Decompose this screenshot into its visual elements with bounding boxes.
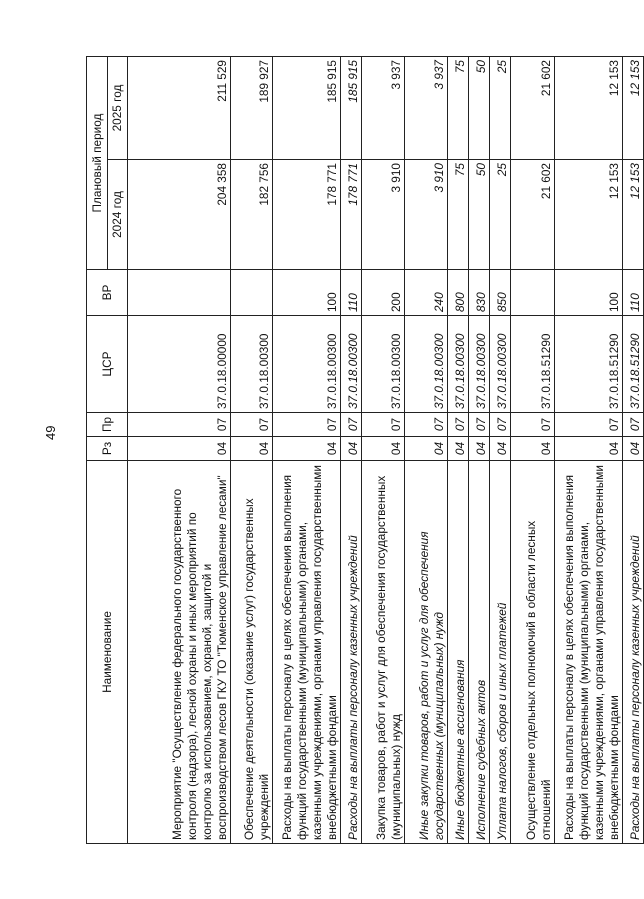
cell-vr: 110: [340, 270, 361, 316]
cell-pr: 07: [554, 413, 622, 437]
table-row: [622, 57, 643, 844]
cell-2025: 185 915: [340, 57, 361, 160]
cell-csr: 37.0.18.51290: [511, 316, 554, 413]
cell-pr: 07: [447, 413, 468, 437]
table-row: [490, 57, 511, 844]
cell-rz: 04: [554, 437, 622, 461]
cell-name: Уплата налогов, сборов и иных платежей: [490, 461, 511, 844]
cell-name: Исполнение судебных актов: [468, 461, 489, 844]
header-csr: ЦСР: [87, 316, 128, 413]
cell-name: Расходы на выплаты персоналу казенных учреждений: [622, 461, 643, 844]
cell-name: Расходы на выплаты персоналу казенных учреждений: [340, 461, 361, 844]
cell-rz: 04: [468, 437, 489, 461]
cell-2024: 3 910: [362, 160, 405, 270]
cell-csr: 37.0.18.00300: [468, 316, 489, 413]
cell-rz: 04: [128, 437, 231, 461]
cell-name: Обеспечение деятельности (оказание услуг) государственных учреждений: [230, 461, 272, 844]
table-row: [340, 57, 361, 844]
cell-pr: 07: [272, 413, 340, 437]
cell-vr: 100: [272, 270, 340, 316]
table-row: [230, 57, 272, 844]
cell-csr: 37.0.18.00300: [362, 316, 405, 413]
cell-csr: 37.0.18.00300: [340, 316, 361, 413]
cell-2025: 185 915: [272, 57, 340, 160]
cell-rz: 04: [230, 437, 272, 461]
page-number: 49: [43, 425, 58, 440]
header-pr: Пр: [87, 413, 128, 437]
cell-rz: 04: [447, 437, 468, 461]
cell-pr: 07: [622, 413, 643, 437]
table-row: [272, 57, 340, 844]
cell-2024: 50: [468, 160, 489, 270]
cell-csr: 37.0.18.00300: [447, 316, 468, 413]
cell-2025: 211 529: [128, 57, 231, 160]
header-year-2024: 2024 год: [108, 160, 128, 270]
cell-vr: 200: [362, 270, 405, 316]
cell-vr: 850: [490, 270, 511, 316]
cell-vr: 800: [447, 270, 468, 316]
cell-pr: 07: [340, 413, 361, 437]
cell-2024: 3 910: [405, 160, 447, 270]
cell-name: Осуществление отдельных полномочий в области лесных отношений: [511, 461, 554, 844]
cell-2025: 3 937: [405, 57, 447, 160]
cell-csr: 37.0.18.00000: [128, 316, 231, 413]
cell-2024: 21 602: [511, 160, 554, 270]
cell-pr: 07: [490, 413, 511, 437]
cell-name: Мероприятие "Осуществление федерального государственного контроля (надзора), лесной охраны и иных мероприятий по контролю за использованием, охраной, защитой и воспроизводством лесов ГКУ ТО "Тюменское управление лесами": [128, 461, 231, 844]
cell-rz: 04: [511, 437, 554, 461]
cell-csr: 37.0.18.00300: [272, 316, 340, 413]
cell-2024: 75: [447, 160, 468, 270]
cell-rz: 04: [490, 437, 511, 461]
cell-rz: 04: [405, 437, 447, 461]
budget-table: [86, 56, 644, 844]
cell-name: Закупка товаров, работ и услуг для обеспечения государственных (муниципальных) нужд: [362, 461, 405, 844]
table-row: [128, 57, 231, 844]
cell-vr: 830: [468, 270, 489, 316]
cell-rz: 04: [272, 437, 340, 461]
header-name: Наименование: [87, 461, 128, 844]
cell-rz: 04: [340, 437, 361, 461]
cell-vr: [511, 270, 554, 316]
cell-2024: 25: [490, 160, 511, 270]
cell-2025: 3 937: [362, 57, 405, 160]
budget-table-container: [86, 57, 644, 844]
cell-2025: 25: [490, 57, 511, 160]
cell-rz: 04: [622, 437, 643, 461]
cell-2025: 12 153: [554, 57, 622, 160]
cell-pr: 07: [362, 413, 405, 437]
cell-name: Расходы на выплаты персоналу в целях обеспечения выполнения функций государственными (муниципальными) органами, казенными учреждениями, органами управления государственными внебюджетными фондами: [554, 461, 622, 844]
cell-2025: 75: [447, 57, 468, 160]
cell-2024: 204 358: [128, 160, 231, 270]
table-row: [447, 57, 468, 844]
cell-rz: 04: [362, 437, 405, 461]
cell-vr: 100: [554, 270, 622, 316]
cell-2024: 182 756: [230, 160, 272, 270]
cell-name: Иные бюджетные ассигнования: [447, 461, 468, 844]
cell-2024: 178 771: [272, 160, 340, 270]
cell-csr: 37.0.18.51290: [622, 316, 643, 413]
table-row: [554, 57, 622, 844]
table-row: [511, 57, 554, 844]
cell-csr: 37.0.18.00300: [490, 316, 511, 413]
cell-name: Расходы на выплаты персоналу в целях обеспечения выполнения функций государственными (муниципальными) органами, казенными учреждениями, органами управления государственными внебюджетными фондами: [272, 461, 340, 844]
cell-2025: 50: [468, 57, 489, 160]
header-vr: ВР: [87, 270, 128, 316]
table-row: [468, 57, 489, 844]
cell-2025: 21 602: [511, 57, 554, 160]
cell-pr: 07: [511, 413, 554, 437]
cell-2025: 189 927: [230, 57, 272, 160]
cell-vr: [230, 270, 272, 316]
table-body: [128, 57, 644, 844]
cell-2024: 12 153: [554, 160, 622, 270]
cell-csr: 37.0.18.51290: [554, 316, 622, 413]
cell-vr: [128, 270, 231, 316]
header-rz: Рз: [87, 437, 128, 461]
table-row: [362, 57, 405, 844]
header-planned-period: Плановый период: [87, 57, 108, 270]
cell-pr: 07: [230, 413, 272, 437]
cell-csr: 37.0.18.00300: [405, 316, 447, 413]
cell-2025: 12 153: [622, 57, 643, 160]
header-year-2025: 2025 год: [108, 57, 128, 160]
cell-2024: 178 771: [340, 160, 361, 270]
cell-pr: 07: [468, 413, 489, 437]
cell-name: Иные закупки товаров, работ и услуг для обеспечения государственных (муниципальных) нужд: [405, 461, 447, 844]
table-row: [405, 57, 447, 844]
cell-csr: 37.0.18.00300: [230, 316, 272, 413]
cell-pr: 07: [128, 413, 231, 437]
cell-pr: 07: [405, 413, 447, 437]
cell-vr: 240: [405, 270, 447, 316]
cell-vr: 110: [622, 270, 643, 316]
cell-2024: 12 153: [622, 160, 643, 270]
